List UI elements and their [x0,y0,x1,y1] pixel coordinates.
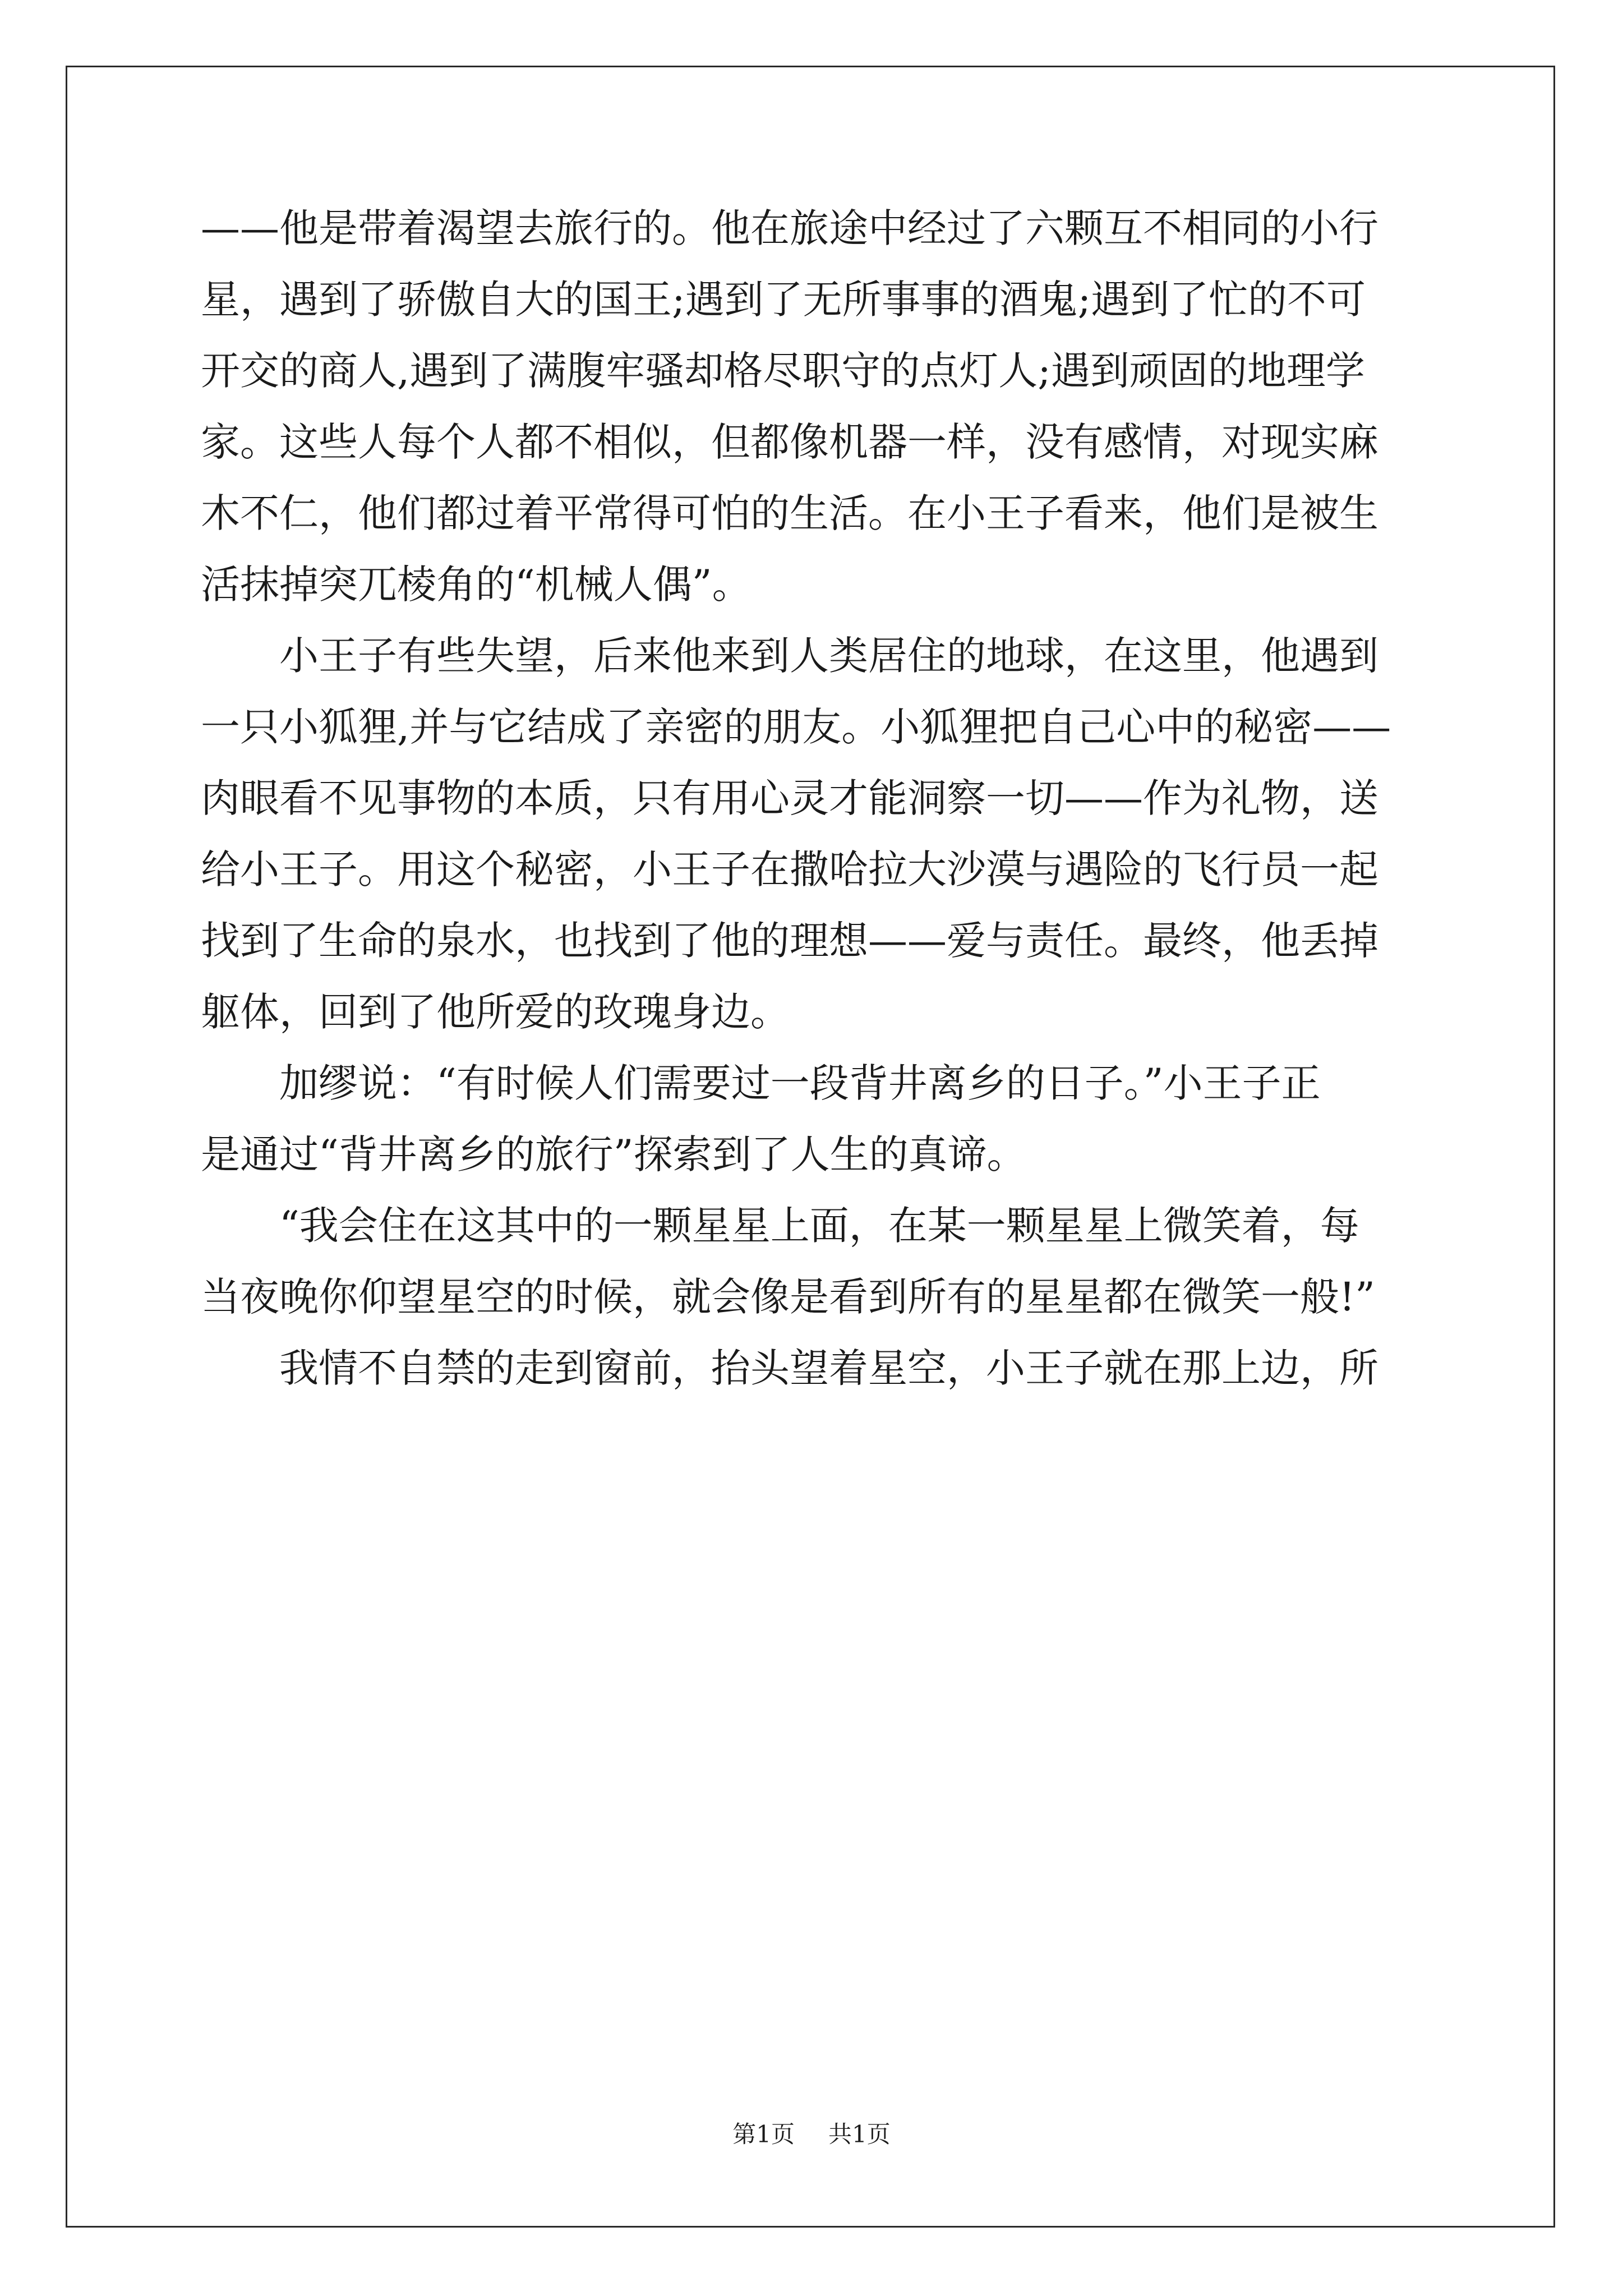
page-footer [0,2120,1623,2148]
text-line: 当夜晚你仰望星空的时候，就会像是看到所有的星星都在微笑一般!” [201,1274,1375,1320]
text-line: 小王子有些失望，后来他来到人类居住的地球，在这里，他遇到 [201,633,1378,679]
text-line: 一只小狐狸,并与它结成了亲密的朋友。小狐狸把自己心中的秘密—— [201,704,1391,750]
page-number: 第1页 [732,2120,795,2148]
text-line: 星，遇到了骄傲自大的国王;遇到了无所事事的酒鬼;遇到了忙的不可 [201,277,1366,323]
text-line: ——他是带着渴望去旅行的。他在旅途中经过了六颗互不相同的小行 [201,205,1378,251]
text-line: 木不仁，他们都过着平常得可怕的生活。在小王子看来，他们是被生 [201,490,1378,536]
text-line: 给小王子。用这个秘密，小王子在撒哈拉大沙漠与遇险的飞行员一起 [201,846,1378,892]
text-line: 我情不自禁的走到窗前，抬头望着星空，小王子就在那上边，所 [201,1345,1378,1391]
text-line: 加缪说：“有时候人们需要过一段背井离乡的日子。”小王子正 [201,1060,1321,1106]
text-line: 找到了生命的泉水，也找到了他的理想——爱与责任。最终，他丢掉 [201,918,1378,964]
page-total: 共1页 [828,2120,891,2148]
text-line: 活抹掉突兀棱角的“机械人偶”。 [201,562,751,608]
text-line: 躯体，回到了他所爱的玫瑰身边。 [201,989,790,1035]
text-line: 开交的商人,遇到了满腹牢骚却格尽职守的点灯人;遇到顽固的地理学 [201,348,1365,394]
text-line: 肉眼看不见事物的本质，只有用心灵才能洞察一切——作为礼物，送 [201,775,1378,821]
text-line: 是通过“背井离乡的旅行”探索到了人生的真谛。 [201,1131,1026,1177]
text-line: 家。这些人每个人都不相似，但都像机器一样，没有感情，对现实麻 [201,419,1378,465]
text-line: “我会住在这其中的一颗星星上面，在某一颗星星上微笑着，每 [201,1203,1359,1249]
